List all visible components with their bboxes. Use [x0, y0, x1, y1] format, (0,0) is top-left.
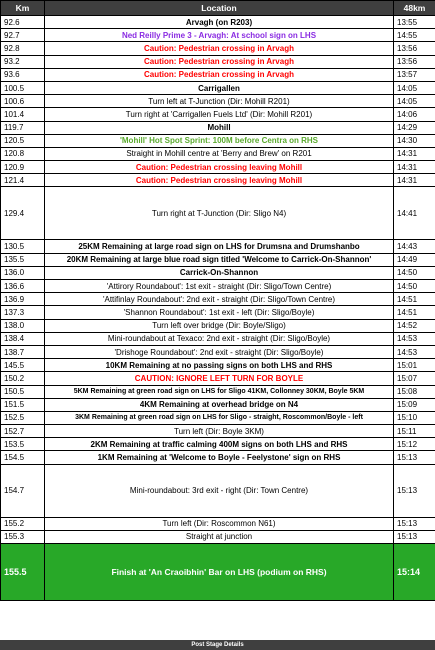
time-cell: 14:41 [394, 187, 435, 240]
location-cell: Caution: Pedestrian crossing leaving Mohill [45, 161, 394, 174]
table-row [1, 147, 435, 160]
header-row [1, 1, 435, 16]
km-cell: 152.7 [1, 425, 45, 438]
time-cell: 15:12 [394, 438, 435, 451]
time-cell: 15:14 [394, 544, 435, 601]
table-row [1, 187, 435, 240]
time-cell: 14:05 [394, 81, 435, 94]
time-cell: 15:01 [394, 359, 435, 372]
location-cell: Caution: Pedestrian crossing in Arvagh [45, 55, 394, 68]
location-cell: Mini-roundabout at Texaco: 2nd exit - straight (Dir: Sligo/Boyle) [45, 332, 394, 345]
time-cell: 15:13 [394, 464, 435, 517]
time-cell: 14:49 [394, 253, 435, 266]
time-cell: 15:07 [394, 372, 435, 385]
km-cell: 92.7 [1, 29, 45, 42]
km-cell: 100.5 [1, 81, 45, 94]
table-row [1, 266, 435, 279]
table-row [1, 544, 435, 601]
km-cell: 136.6 [1, 280, 45, 293]
location-cell: Turn right at 'Carrigallen Fuels Ltd' (Dir: Mohill R201) [45, 108, 394, 121]
time-cell: 14:50 [394, 280, 435, 293]
time-cell: 15:10 [394, 411, 435, 424]
table-row [1, 438, 435, 451]
table-row [1, 81, 435, 94]
table-row [1, 240, 435, 253]
km-cell: 154.5 [1, 451, 45, 464]
km-cell: 145.5 [1, 359, 45, 372]
time-cell: 13:56 [394, 42, 435, 55]
km-cell: 93.2 [1, 55, 45, 68]
location-cell: 10KM Remaining at no passing signs on both LHS and RHS [45, 359, 394, 372]
table-row [1, 464, 435, 517]
time-cell: 14:05 [394, 95, 435, 108]
time-cell: 15:13 [394, 451, 435, 464]
table-row [1, 95, 435, 108]
table-row [1, 425, 435, 438]
km-header: Km [1, 1, 45, 16]
table-row [1, 253, 435, 266]
location-cell: Ned Reilly Prime 3 - Arvagh: At school sign on LHS [45, 29, 394, 42]
time-cell: 14:06 [394, 108, 435, 121]
km-cell: 155.2 [1, 517, 45, 530]
km-cell: 92.8 [1, 42, 45, 55]
time-cell: 14:51 [394, 293, 435, 306]
km-cell: 136.0 [1, 266, 45, 279]
table-row [1, 345, 435, 358]
table-row [1, 161, 435, 174]
km-cell: 151.5 [1, 398, 45, 411]
location-cell: Straight at junction [45, 530, 394, 543]
table-row [1, 359, 435, 372]
km-cell: 101.4 [1, 108, 45, 121]
time-cell: 14:53 [394, 332, 435, 345]
table-row [1, 517, 435, 530]
km-cell: 138.7 [1, 345, 45, 358]
km-cell: 136.9 [1, 293, 45, 306]
km-cell: 92.6 [1, 16, 45, 29]
location-cell: Carrick-On-Shannon [45, 266, 394, 279]
km-cell: 138.0 [1, 319, 45, 332]
time-cell: 14:29 [394, 121, 435, 134]
location-cell: Carrigallen [45, 81, 394, 94]
time-cell: 14:43 [394, 240, 435, 253]
table-row [1, 108, 435, 121]
table-row [1, 29, 435, 42]
km-cell: 155.5 [1, 544, 45, 601]
location-cell: Mini-roundabout: 3rd exit - right (Dir: Town Centre) [45, 464, 394, 517]
location-cell: 'Drishoge Roundabout': 2nd exit - straight (Dir: Sligo/Boyle) [45, 345, 394, 358]
location-cell: 3KM Remaining at green road sign on LHS for Sligo - straight, Roscommon/Boyle - left [45, 411, 394, 424]
table-row [1, 280, 435, 293]
location-cell: Caution: Pedestrian crossing in Arvagh [45, 42, 394, 55]
location-cell: Mohill [45, 121, 394, 134]
location-cell: Turn left (Dir: Boyle 3KM) [45, 425, 394, 438]
time-cell: 14:55 [394, 29, 435, 42]
table-row [1, 134, 435, 147]
table-row [1, 293, 435, 306]
location-cell: Turn right at T-Junction (Dir: Sligo N4) [45, 187, 394, 240]
post-stage-details-bar: Post Stage Details [0, 640, 435, 650]
time-cell: 15:13 [394, 517, 435, 530]
location-cell: 1KM Remaining at 'Welcome to Boyle - Feelystone' sign on RHS [45, 451, 394, 464]
table-row [1, 332, 435, 345]
time-cell: 15:09 [394, 398, 435, 411]
time-cell: 13:57 [394, 68, 435, 81]
km-cell: 120.9 [1, 161, 45, 174]
km-cell: 135.5 [1, 253, 45, 266]
km-cell: 155.3 [1, 530, 45, 543]
km-cell: 130.5 [1, 240, 45, 253]
km-cell: 138.4 [1, 332, 45, 345]
time-cell: 13:56 [394, 55, 435, 68]
table-row [1, 68, 435, 81]
km-cell: 137.3 [1, 306, 45, 319]
time-cell: 14:51 [394, 306, 435, 319]
table-row [1, 451, 435, 464]
location-cell: 20KM Remaining at large blue road sign titled 'Welcome to Carrick-On-Shannon' [45, 253, 394, 266]
time-cell: 14:30 [394, 134, 435, 147]
km-cell: 154.7 [1, 464, 45, 517]
time-cell: 15:13 [394, 530, 435, 543]
table-row [1, 55, 435, 68]
location-cell: CAUTION: IGNORE LEFT TURN FOR BOYLE [45, 372, 394, 385]
km-cell: 150.5 [1, 385, 45, 398]
km-cell: 152.5 [1, 411, 45, 424]
km-cell: 121.4 [1, 174, 45, 187]
location-cell: Finish at 'An Craoibhin' Bar on LHS (podium on RHS) [45, 544, 394, 601]
table-row [1, 372, 435, 385]
location-cell: Turn left at T-Junction (Dir: Mohill R201) [45, 95, 394, 108]
km-cell: 93.6 [1, 68, 45, 81]
location-cell: Straight in Mohill centre at 'Berry and Brew' on R201 [45, 147, 394, 160]
table-row [1, 319, 435, 332]
km-cell: 120.8 [1, 147, 45, 160]
location-cell: Arvagh (on R203) [45, 16, 394, 29]
location-cell: 5KM Remaining at green road sign on LHS for Sligo 41KM, Collonney 30KM, Boyle 5KM [45, 385, 394, 398]
km-cell: 153.5 [1, 438, 45, 451]
table-row [1, 530, 435, 543]
location-header: Location [45, 1, 394, 16]
location-cell: 4KM Remaining at overhead bridge on N4 [45, 398, 394, 411]
time-cell: 14:53 [394, 345, 435, 358]
km-cell: 119.7 [1, 121, 45, 134]
km-cell: 100.6 [1, 95, 45, 108]
location-cell: 'Mohill' Hot Spot Sprint: 100M before Centra on RHS [45, 134, 394, 147]
time-cell: 13:55 [394, 16, 435, 29]
time-header: 48km [394, 1, 435, 16]
location-cell: Turn left over bridge (Dir: Boyle/Sligo) [45, 319, 394, 332]
table-row [1, 398, 435, 411]
table-row [1, 306, 435, 319]
km-cell: 120.5 [1, 134, 45, 147]
table-row [1, 16, 435, 29]
table-row [1, 411, 435, 424]
time-cell: 14:31 [394, 161, 435, 174]
time-cell: 14:31 [394, 174, 435, 187]
table-row [1, 385, 435, 398]
table-row [1, 121, 435, 134]
location-cell: 'Attirory Roundabout': 1st exit - straight (Dir: Sligo/Town Centre) [45, 280, 394, 293]
km-cell: 150.2 [1, 372, 45, 385]
table-row [1, 42, 435, 55]
location-cell: 25KM Remaining at large road sign on LHS for Drumsna and Drumshanbo [45, 240, 394, 253]
location-cell: 'Shannon Roundabout': 1st exit - left (Dir: Sligo/Boyle) [45, 306, 394, 319]
km-cell: 129.4 [1, 187, 45, 240]
table-row [1, 174, 435, 187]
time-cell: 14:52 [394, 319, 435, 332]
time-cell: 14:31 [394, 147, 435, 160]
location-cell: 'Attifinlay Roundabout': 2nd exit - straight (Dir: Sligo/Town Centre) [45, 293, 394, 306]
time-cell: 15:08 [394, 385, 435, 398]
time-cell: 15:11 [394, 425, 435, 438]
location-cell: 2KM Remaining at traffic calming 400M signs on both LHS and RHS [45, 438, 394, 451]
time-cell: 14:50 [394, 266, 435, 279]
location-cell: Turn left (Dir: Roscommon N61) [45, 517, 394, 530]
location-cell: Caution: Pedestrian crossing in Arvagh [45, 68, 394, 81]
location-cell: Caution: Pedestrian crossing leaving Mohill [45, 174, 394, 187]
